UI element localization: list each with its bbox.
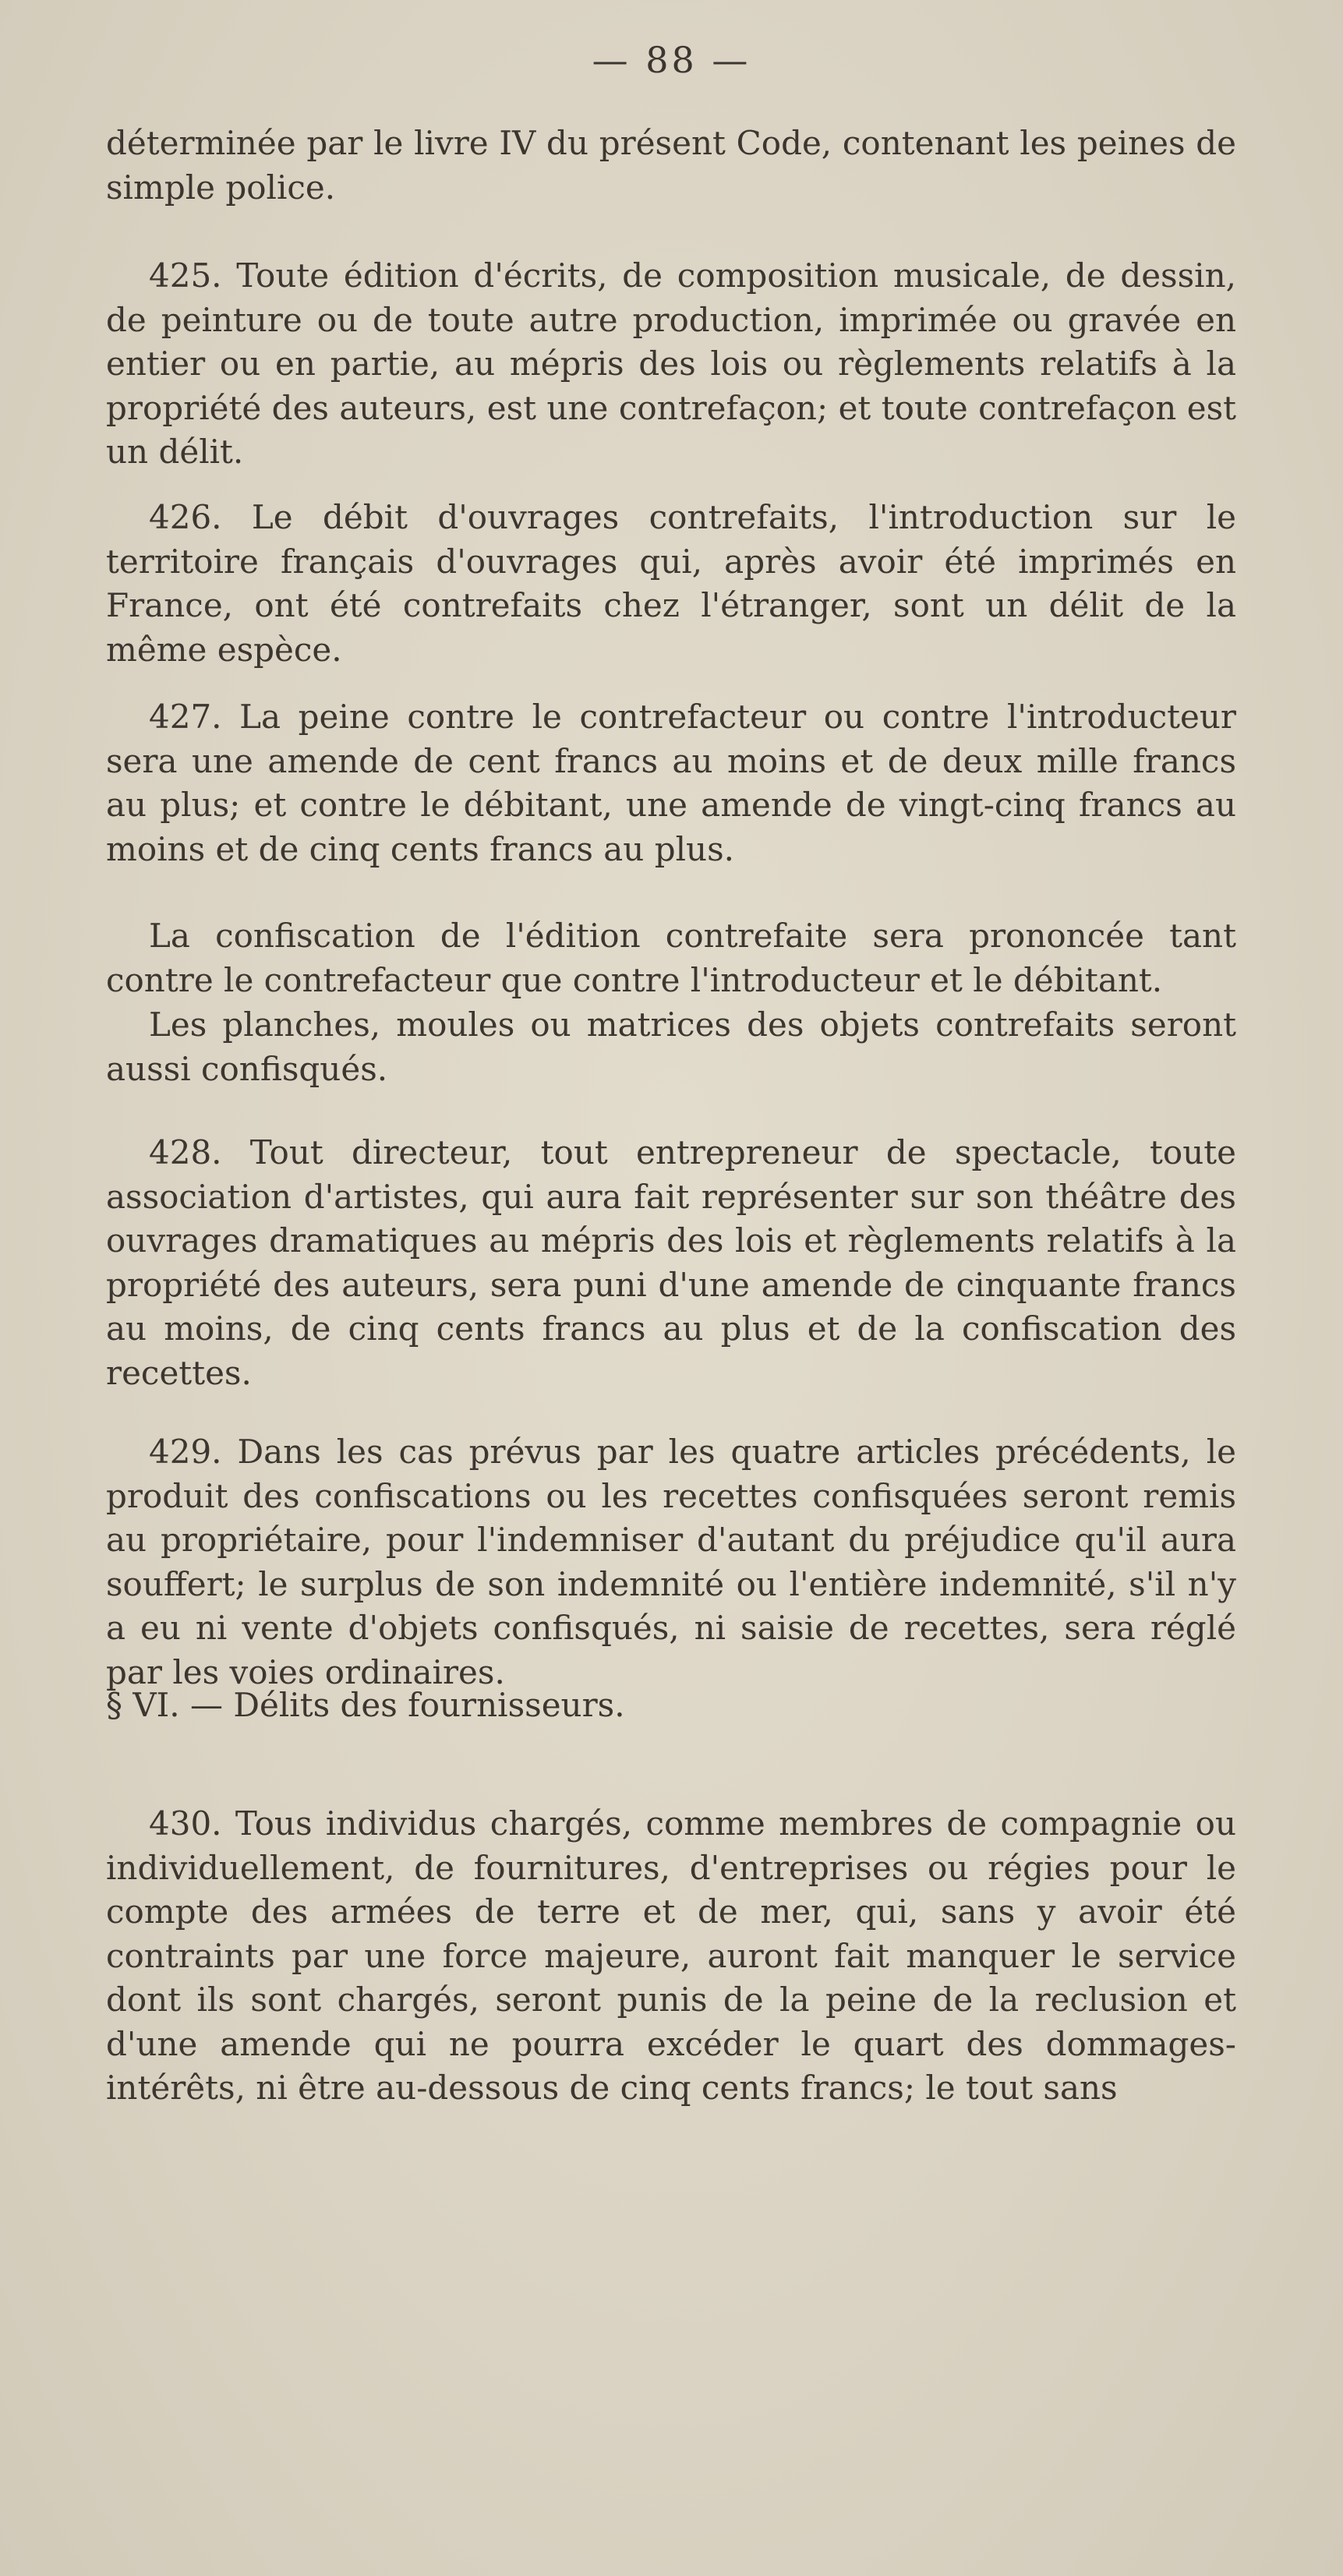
article-427-paragraph-2: La confiscation de l'édition contrefaite sera prononcée tant contre le contrefacteur que contre l'introducteur et le débitant. (106, 917, 1236, 999)
article-427: 427. La peine contre le contrefacteur ou contre l'introducteur sera une amende de cent francs au moins et de deux mille francs au plus; et contre le débitant, une amende de vingt-cinq francs au moins et de cinq cents francs au plus. (106, 698, 1236, 868)
page-number: — 88 — (592, 39, 751, 81)
paragraph-continuation: déterminée par le livre IV du présent Code, contenant les peines de simple police. (106, 124, 1236, 207)
article-427-paragraph-3: Les planches, moules ou matrices des objets contrefaits seront aussi confisqués. (106, 1005, 1236, 1088)
section-heading: § VI. — Délits des fournisseurs. (106, 1686, 625, 1724)
article-426: 426. Le débit d'ouvrages contrefaits, l'introduction sur le territoire français d'ouvrages qui, après avoir été imprimés en France, ont été contrefaits chez l'étranger, sont un délit de la même espèce. (106, 498, 1236, 669)
article-430: 430. Tous individus chargés, comme membres de compagnie ou individuellement, de fournitures, d'entreprises ou régies pour le compte des armées de terre et de mer, qui, sans y avoir été contraints par une force majeure, auront fait manquer le service dont ils sont chargés, seront punis de la peine de la reclusion et d'une amende qui ne pourra excéder le quart des dommages-intérêts, ni être au-dessous de cinq cents francs; le tout sans (106, 1804, 1236, 2107)
article-429: 429. Dans les cas prévus par les quatre articles précédents, le produit des confiscations ou les recettes confisquées seront remis au propriétaire, pour l'indemniser d'autant du préjudice qu'il aura souffert; le surplus de son indemnité ou l'entière indemnité, s'il n'y a eu ni vente d'objets confisqués, ni saisie de recettes, sera réglé par les voies ordinaires. (106, 1433, 1236, 1691)
article-425: 425. Toute édition d'écrits, de composition musicale, de dessin, de peinture ou de toute autre production, imprimée ou gravée en entier ou en partie, au mépris des lois ou règlements relatifs à la propriété des auteurs, est une contrefaçon; et toute contrefaçon est un délit. (106, 256, 1236, 471)
article-428: 428. Tout directeur, tout entrepreneur de spectacle, toute association d'artistes, qui aura fait représenter sur son théâtre des ouvrages dramatiques au mépris des lois et règlements relatifs à la propriété des auteurs, sera puni d'une amende de cinquante francs au moins, de cinq cents francs au plus et de la confiscation des recettes. (106, 1133, 1236, 1392)
